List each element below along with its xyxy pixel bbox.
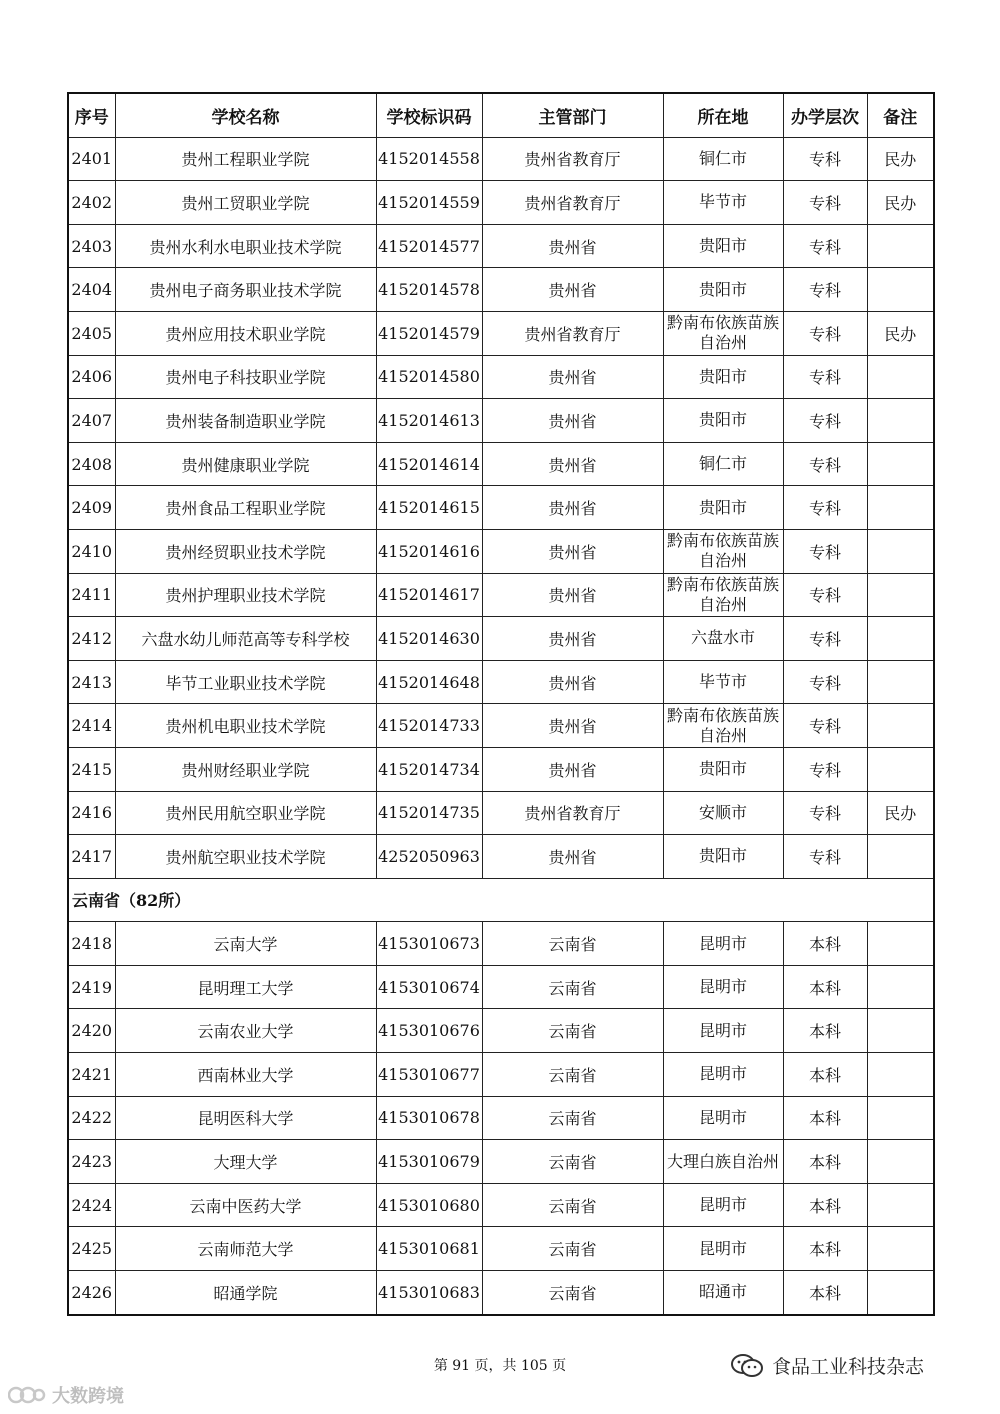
cell-school-name: 贵州护理职业技术学院 bbox=[115, 573, 376, 617]
cell-department: 云南省 bbox=[482, 1140, 663, 1184]
cell-school-name: 贵州食品工程职业学院 bbox=[115, 486, 376, 530]
cell-department: 贵州省 bbox=[482, 835, 663, 879]
table-row bbox=[68, 442, 934, 486]
cell-school-code: 4152014630 bbox=[376, 617, 482, 661]
table-row bbox=[68, 704, 934, 748]
cell-no: 2405 bbox=[68, 311, 115, 355]
cell-note bbox=[867, 442, 934, 486]
col-header-note: 备注 bbox=[867, 93, 934, 137]
cell-school-code: 4153010680 bbox=[376, 1183, 482, 1227]
table-row bbox=[68, 791, 934, 835]
table-row bbox=[68, 181, 934, 225]
table-row bbox=[68, 1009, 934, 1053]
cell-school-code: 4152014578 bbox=[376, 268, 482, 312]
cell-level: 专科 bbox=[783, 660, 867, 704]
cell-note bbox=[867, 224, 934, 268]
cell-school-code: 4152014580 bbox=[376, 355, 482, 399]
cell-school-name: 贵州民用航空职业学院 bbox=[115, 791, 376, 835]
cell-school-name: 云南农业大学 bbox=[115, 1009, 376, 1053]
watermark-logo-icon bbox=[8, 1384, 46, 1406]
cell-no: 2423 bbox=[68, 1140, 115, 1184]
table-row bbox=[68, 224, 934, 268]
cell-department: 云南省 bbox=[482, 1183, 663, 1227]
cell-school-name: 昆明理工大学 bbox=[115, 965, 376, 1009]
cell-department: 贵州省 bbox=[482, 224, 663, 268]
cell-no: 2421 bbox=[68, 1053, 115, 1097]
cell-department: 云南省 bbox=[482, 965, 663, 1009]
cell-school-name: 贵州机电职业技术学院 bbox=[115, 704, 376, 748]
table-row bbox=[68, 573, 934, 617]
cell-department: 贵州省 bbox=[482, 355, 663, 399]
cell-school-name: 贵州财经职业学院 bbox=[115, 747, 376, 791]
cell-department: 贵州省教育厅 bbox=[482, 791, 663, 835]
cell-school-code: 4152014559 bbox=[376, 181, 482, 225]
cell-school-name: 贵州水利水电职业技术学院 bbox=[115, 224, 376, 268]
cell-department: 贵州省 bbox=[482, 617, 663, 661]
cell-school-name: 贵州工程职业学院 bbox=[115, 137, 376, 181]
cell-no: 2407 bbox=[68, 399, 115, 443]
cell-school-code: 4152014577 bbox=[376, 224, 482, 268]
cell-level: 专科 bbox=[783, 137, 867, 181]
cell-level: 本科 bbox=[783, 1140, 867, 1184]
cell-location: 昆明市 bbox=[663, 1096, 783, 1140]
cell-school-code: 4152014614 bbox=[376, 442, 482, 486]
cell-no: 2417 bbox=[68, 835, 115, 879]
cell-level: 本科 bbox=[783, 965, 867, 1009]
table-row bbox=[68, 660, 934, 704]
cell-note bbox=[867, 486, 934, 530]
cell-level: 本科 bbox=[783, 1183, 867, 1227]
section-row bbox=[68, 878, 934, 922]
cell-location: 铜仁市 bbox=[663, 442, 783, 486]
cell-no: 2422 bbox=[68, 1096, 115, 1140]
cell-location: 昭通市 bbox=[663, 1271, 783, 1315]
header-row bbox=[68, 93, 934, 137]
cell-no: 2426 bbox=[68, 1271, 115, 1315]
cell-school-code: 4153010679 bbox=[376, 1140, 482, 1184]
cell-level: 本科 bbox=[783, 1271, 867, 1315]
cell-school-code: 4152014734 bbox=[376, 747, 482, 791]
table-row bbox=[68, 1271, 934, 1315]
cell-no: 2413 bbox=[68, 660, 115, 704]
cell-school-name: 贵州经贸职业技术学院 bbox=[115, 529, 376, 573]
cell-department: 贵州省 bbox=[482, 573, 663, 617]
cell-level: 专科 bbox=[783, 355, 867, 399]
cell-level: 专科 bbox=[783, 268, 867, 312]
cell-note bbox=[867, 355, 934, 399]
cell-department: 贵州省 bbox=[482, 747, 663, 791]
cell-location: 昆明市 bbox=[663, 922, 783, 966]
cell-level: 专科 bbox=[783, 529, 867, 573]
cell-location: 贵阳市 bbox=[663, 399, 783, 443]
cell-location: 贵阳市 bbox=[663, 268, 783, 312]
cell-school-name: 西南林业大学 bbox=[115, 1053, 376, 1097]
cell-location: 贵阳市 bbox=[663, 835, 783, 879]
cell-no: 2402 bbox=[68, 181, 115, 225]
table-row bbox=[68, 747, 934, 791]
cell-department: 云南省 bbox=[482, 922, 663, 966]
cell-school-name: 昭通学院 bbox=[115, 1271, 376, 1315]
cell-no: 2414 bbox=[68, 704, 115, 748]
cell-department: 云南省 bbox=[482, 1009, 663, 1053]
cell-location: 贵阳市 bbox=[663, 355, 783, 399]
cell-school-name: 贵州健康职业学院 bbox=[115, 442, 376, 486]
cell-no: 2418 bbox=[68, 922, 115, 966]
cell-department: 贵州省 bbox=[482, 660, 663, 704]
cell-school-code: 4152014616 bbox=[376, 529, 482, 573]
cell-location: 贵阳市 bbox=[663, 224, 783, 268]
cell-school-name: 贵州电子商务职业技术学院 bbox=[115, 268, 376, 312]
col-header-name: 学校名称 bbox=[115, 93, 376, 137]
cell-department: 贵州省教育厅 bbox=[482, 137, 663, 181]
cell-no: 2408 bbox=[68, 442, 115, 486]
table-row bbox=[68, 311, 934, 355]
cell-location: 贵阳市 bbox=[663, 747, 783, 791]
table-row bbox=[68, 399, 934, 443]
cell-school-code: 4153010673 bbox=[376, 922, 482, 966]
col-header-dept: 主管部门 bbox=[482, 93, 663, 137]
cell-level: 专科 bbox=[783, 617, 867, 661]
watermark-left-text: 大数跨境 bbox=[52, 1386, 124, 1407]
cell-department: 贵州省 bbox=[482, 442, 663, 486]
cell-school-code: 4152014648 bbox=[376, 660, 482, 704]
cell-level: 专科 bbox=[783, 747, 867, 791]
cell-level: 专科 bbox=[783, 311, 867, 355]
table-row bbox=[68, 835, 934, 879]
cell-note bbox=[867, 268, 934, 312]
cell-school-code: 4153010677 bbox=[376, 1053, 482, 1097]
cell-department: 贵州省教育厅 bbox=[482, 181, 663, 225]
cell-no: 2409 bbox=[68, 486, 115, 530]
cell-school-name: 贵州电子科技职业学院 bbox=[115, 355, 376, 399]
table-body bbox=[68, 137, 934, 1315]
table-row bbox=[68, 1096, 934, 1140]
table-row bbox=[68, 355, 934, 399]
cell-school-code: 4153010678 bbox=[376, 1096, 482, 1140]
cell-location: 贵阳市 bbox=[663, 486, 783, 530]
cell-level: 专科 bbox=[783, 399, 867, 443]
col-header-no: 序号 bbox=[68, 93, 115, 137]
cell-note: 民办 bbox=[867, 791, 934, 835]
cell-level: 本科 bbox=[783, 1227, 867, 1271]
table-row bbox=[68, 1183, 934, 1227]
cell-school-name: 六盘水幼儿师范高等专科学校 bbox=[115, 617, 376, 661]
cell-level: 专科 bbox=[783, 573, 867, 617]
cell-department: 贵州省 bbox=[482, 268, 663, 312]
cell-level: 专科 bbox=[783, 486, 867, 530]
cell-note bbox=[867, 1183, 934, 1227]
cell-level: 专科 bbox=[783, 224, 867, 268]
cell-no: 2411 bbox=[68, 573, 115, 617]
table-row bbox=[68, 1140, 934, 1184]
cell-school-name: 大理大学 bbox=[115, 1140, 376, 1184]
cell-school-code: 4152014617 bbox=[376, 573, 482, 617]
cell-school-code: 4152014558 bbox=[376, 137, 482, 181]
cell-school-name: 贵州航空职业技术学院 bbox=[115, 835, 376, 879]
cell-location: 黔南布依族苗族自治州 bbox=[663, 704, 783, 748]
cell-department: 云南省 bbox=[482, 1053, 663, 1097]
table-row bbox=[68, 1227, 934, 1271]
cell-level: 专科 bbox=[783, 704, 867, 748]
cell-location: 毕节市 bbox=[663, 181, 783, 225]
table-row bbox=[68, 137, 934, 181]
cell-no: 2424 bbox=[68, 1183, 115, 1227]
cell-note bbox=[867, 747, 934, 791]
col-header-level: 办学层次 bbox=[783, 93, 867, 137]
watermark-left bbox=[8, 1382, 124, 1408]
cell-note bbox=[867, 835, 934, 879]
cell-department: 贵州省教育厅 bbox=[482, 311, 663, 355]
cell-level: 专科 bbox=[783, 442, 867, 486]
cell-school-code: 4252050963 bbox=[376, 835, 482, 879]
cell-school-name: 昆明医科大学 bbox=[115, 1096, 376, 1140]
cell-department: 云南省 bbox=[482, 1096, 663, 1140]
cell-level: 本科 bbox=[783, 1096, 867, 1140]
cell-location: 昆明市 bbox=[663, 1227, 783, 1271]
cell-note: 民办 bbox=[867, 311, 934, 355]
cell-level: 专科 bbox=[783, 181, 867, 225]
table-row bbox=[68, 268, 934, 312]
cell-note bbox=[867, 704, 934, 748]
table-row bbox=[68, 486, 934, 530]
wechat-icon bbox=[730, 1353, 764, 1379]
cell-level: 本科 bbox=[783, 922, 867, 966]
cell-note bbox=[867, 1009, 934, 1053]
cell-school-name: 贵州装备制造职业学院 bbox=[115, 399, 376, 443]
cell-location: 六盘水市 bbox=[663, 617, 783, 661]
table-header bbox=[68, 93, 934, 137]
cell-level: 专科 bbox=[783, 835, 867, 879]
cell-school-name: 贵州应用技术职业学院 bbox=[115, 311, 376, 355]
cell-location: 黔南布依族苗族自治州 bbox=[663, 573, 783, 617]
cell-note bbox=[867, 1140, 934, 1184]
cell-location: 昆明市 bbox=[663, 1183, 783, 1227]
cell-location: 黔南布依族苗族自治州 bbox=[663, 311, 783, 355]
table-row bbox=[68, 617, 934, 661]
col-header-location: 所在地 bbox=[663, 93, 783, 137]
cell-school-name: 贵州工贸职业学院 bbox=[115, 181, 376, 225]
col-header-code: 学校标识码 bbox=[376, 93, 482, 137]
cell-no: 2419 bbox=[68, 965, 115, 1009]
cell-no: 2425 bbox=[68, 1227, 115, 1271]
cell-school-code: 4153010674 bbox=[376, 965, 482, 1009]
cell-no: 2410 bbox=[68, 529, 115, 573]
cell-note bbox=[867, 660, 934, 704]
cell-note bbox=[867, 399, 934, 443]
table-row bbox=[68, 529, 934, 573]
cell-location: 昆明市 bbox=[663, 1009, 783, 1053]
cell-location: 大理白族自治州 bbox=[663, 1140, 783, 1184]
cell-school-code: 4152014579 bbox=[376, 311, 482, 355]
cell-department: 贵州省 bbox=[482, 529, 663, 573]
cell-department: 云南省 bbox=[482, 1227, 663, 1271]
cell-location: 铜仁市 bbox=[663, 137, 783, 181]
cell-department: 贵州省 bbox=[482, 486, 663, 530]
cell-note bbox=[867, 1227, 934, 1271]
cell-location: 黔南布依族苗族自治州 bbox=[663, 529, 783, 573]
cell-no: 2403 bbox=[68, 224, 115, 268]
cell-department: 贵州省 bbox=[482, 399, 663, 443]
cell-school-code: 4152014733 bbox=[376, 704, 482, 748]
cell-school-code: 4152014735 bbox=[376, 791, 482, 835]
cell-level: 专科 bbox=[783, 791, 867, 835]
cell-school-name: 毕节工业职业技术学院 bbox=[115, 660, 376, 704]
cell-no: 2420 bbox=[68, 1009, 115, 1053]
cell-school-code: 4153010683 bbox=[376, 1271, 482, 1315]
watermark-right bbox=[730, 1352, 924, 1379]
cell-note bbox=[867, 529, 934, 573]
school-list-table bbox=[67, 92, 935, 1316]
cell-no: 2404 bbox=[68, 268, 115, 312]
cell-no: 2406 bbox=[68, 355, 115, 399]
cell-school-code: 4152014615 bbox=[376, 486, 482, 530]
cell-note bbox=[867, 617, 934, 661]
cell-note bbox=[867, 965, 934, 1009]
cell-note bbox=[867, 1053, 934, 1097]
cell-location: 昆明市 bbox=[663, 1053, 783, 1097]
cell-department: 贵州省 bbox=[482, 704, 663, 748]
watermark-right-text: 食品工业科技杂志 bbox=[772, 1356, 925, 1378]
cell-level: 本科 bbox=[783, 1009, 867, 1053]
cell-location: 昆明市 bbox=[663, 965, 783, 1009]
cell-school-name: 云南师范大学 bbox=[115, 1227, 376, 1271]
cell-note bbox=[867, 1271, 934, 1315]
cell-no: 2401 bbox=[68, 137, 115, 181]
cell-location: 毕节市 bbox=[663, 660, 783, 704]
cell-school-name: 云南大学 bbox=[115, 922, 376, 966]
cell-note bbox=[867, 1096, 934, 1140]
table-row bbox=[68, 965, 934, 1009]
cell-school-code: 4153010676 bbox=[376, 1009, 482, 1053]
cell-no: 2416 bbox=[68, 791, 115, 835]
cell-school-name: 云南中医药大学 bbox=[115, 1183, 376, 1227]
table-row bbox=[68, 922, 934, 966]
table-row bbox=[68, 1053, 934, 1097]
page-number: 第 91 页，共 105 页 bbox=[433, 1358, 567, 1374]
section-title: 云南省（82所） bbox=[68, 878, 934, 922]
cell-note: 民办 bbox=[867, 181, 934, 225]
cell-no: 2412 bbox=[68, 617, 115, 661]
cell-school-code: 4153010681 bbox=[376, 1227, 482, 1271]
cell-location: 安顺市 bbox=[663, 791, 783, 835]
cell-note bbox=[867, 922, 934, 966]
cell-no: 2415 bbox=[68, 747, 115, 791]
cell-note bbox=[867, 573, 934, 617]
cell-level: 本科 bbox=[783, 1053, 867, 1097]
cell-note: 民办 bbox=[867, 137, 934, 181]
cell-school-code: 4152014613 bbox=[376, 399, 482, 443]
cell-department: 云南省 bbox=[482, 1271, 663, 1315]
